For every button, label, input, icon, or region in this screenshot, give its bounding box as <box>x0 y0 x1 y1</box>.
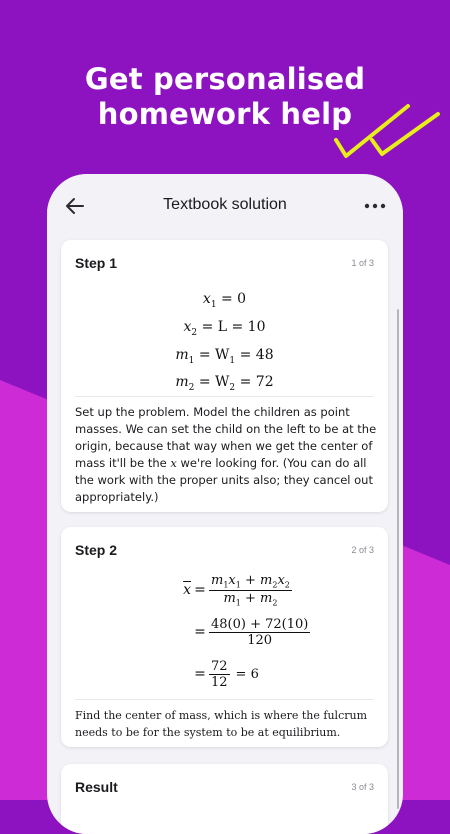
equation-line: $x_1 = 0$ <box>202 291 247 310</box>
headline-line-2: homework help <box>97 97 353 131</box>
equation-line: = $\frac{72}{12}$ = 6 <box>194 658 259 690</box>
equation-line: $\overline{x}$ = $\frac{m_1x_1 + m_2x_2}{m_1 + m_2}$ <box>183 572 290 608</box>
result-card <box>61 764 388 834</box>
step-card-2 <box>61 527 388 747</box>
scrollbar[interactable] <box>397 309 399 809</box>
phone-frame <box>47 174 403 834</box>
equation-line: $x_2 = L = 10$ <box>183 318 266 338</box>
equation-block <box>61 288 388 399</box>
equation-line: $m_2 = W_2 = 72$ <box>175 374 274 394</box>
more-horizontal-icon[interactable] <box>363 196 387 216</box>
headline-line-1: Get personalised <box>84 62 366 96</box>
step-counter: 3 of 3 <box>351 782 374 792</box>
step-description: Set up the problem. Model the children as point masses. We can set the child on the left to be at the origin, because that way when we get the center of mass it'll be the x we're looking for. (You can do all the work with the proper units also; they cancel out appropriately.) <box>75 405 377 504</box>
equation-block <box>157 569 310 695</box>
equation-line: = $\frac{48(0) + 72(10)}{120}$ <box>194 616 309 648</box>
step-description: Find the center of mass, which is where the fulcrum needs to be for the system to be at equilibrium. <box>75 709 367 739</box>
equation-line: $m_1 = W_1 = 48$ <box>175 346 274 366</box>
checkmark-scribble-icon <box>332 100 442 164</box>
result-title: Result <box>75 779 118 795</box>
step-title: Step 2 <box>75 542 118 558</box>
divider <box>75 396 374 397</box>
top-bar <box>47 174 403 238</box>
step-counter: 2 of 3 <box>351 545 374 555</box>
divider <box>75 699 374 700</box>
step-card-1 <box>61 240 388 512</box>
step-title: Step 1 <box>75 255 118 271</box>
page-title: Textbook solution <box>163 196 287 213</box>
step-counter: 1 of 3 <box>351 258 374 268</box>
